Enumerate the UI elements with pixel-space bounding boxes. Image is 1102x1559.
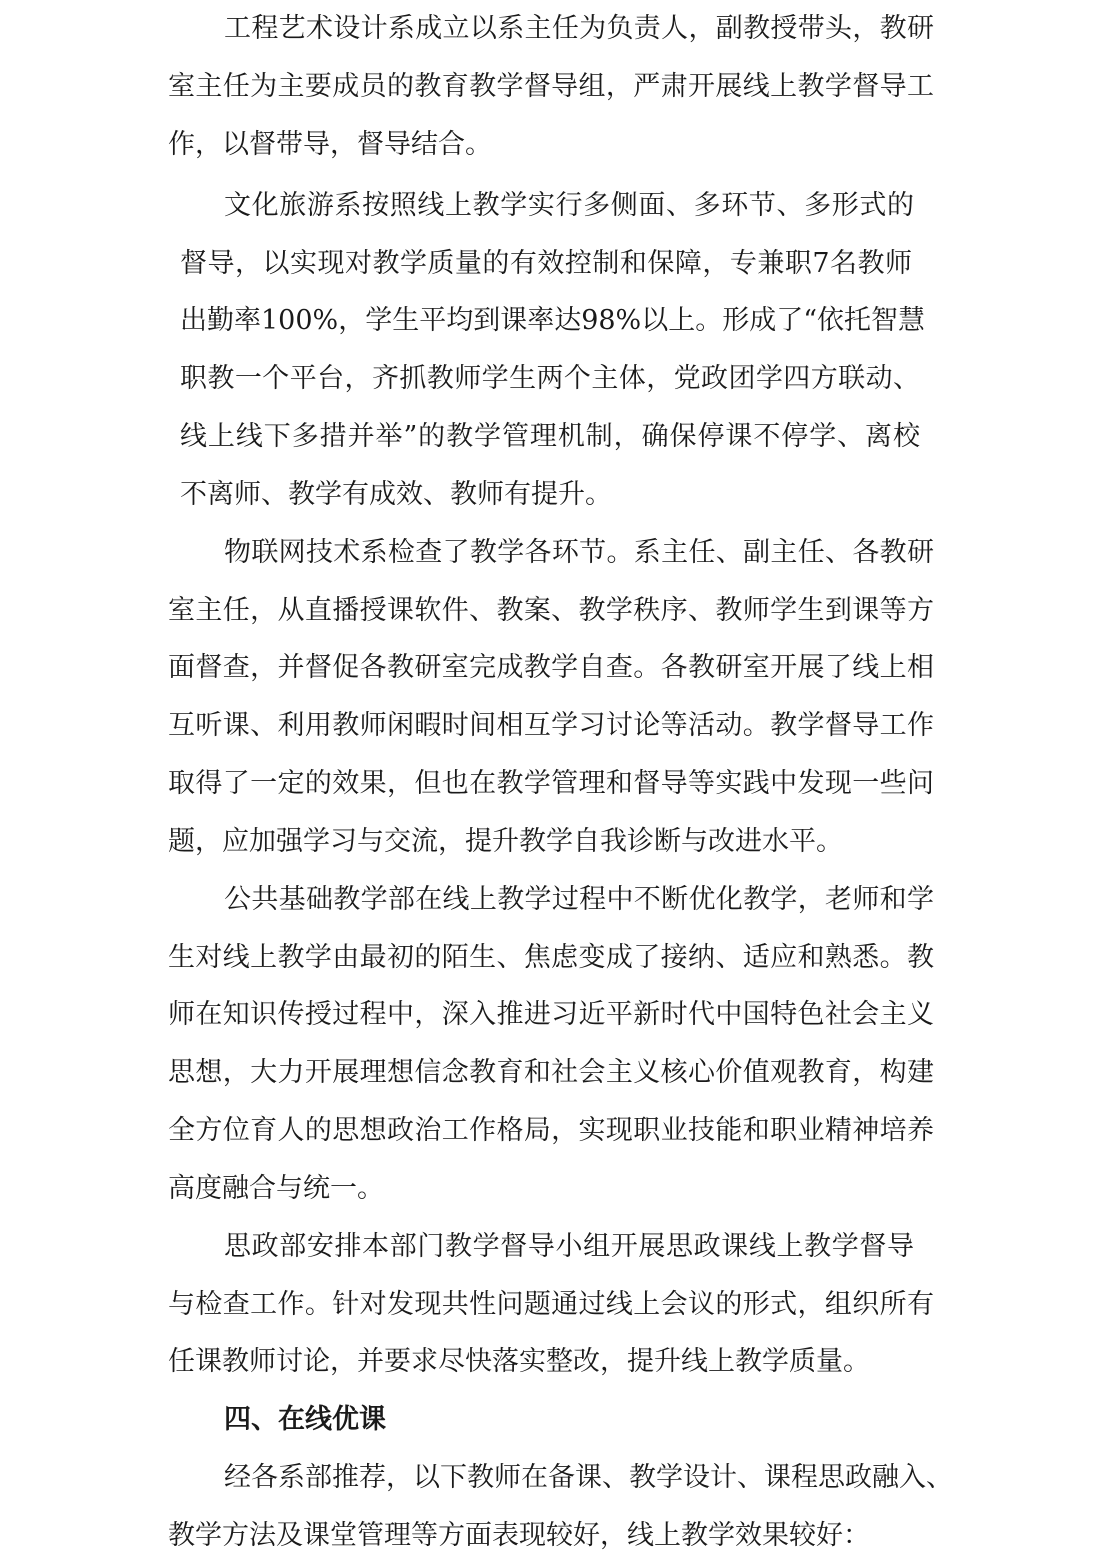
paragraph-1-line-3: 作，以督带导，督导结合。 bbox=[168, 129, 492, 160]
closing-paragraph-line-2: 教学方法及课堂管理等方面表现较好，线上教学效果较好： bbox=[168, 1520, 870, 1551]
paragraph-3-line-5: 取得了一定的效果，但也在教学管理和督导等实践中发现一些问 bbox=[168, 768, 934, 799]
paragraph-2-line-1: 文化旅游系按照线上教学实行多侧面、多环节、多形式的 bbox=[224, 190, 914, 221]
paragraph-3-line-1: 物联网技术系检查了教学各环节。系主任、副主任、各教研 bbox=[224, 537, 934, 568]
paragraph-5-line-3: 任课教师讨论，并要求尽快落实整改，提升线上教学质量。 bbox=[168, 1346, 870, 1377]
paragraph-3-line-6: 题，应加强学习与交流，提升教学自我诊断与改进水平。 bbox=[168, 826, 843, 857]
paragraph-2-line-6: 不离师、教学有成效、教师有提升。 bbox=[180, 479, 612, 510]
paragraph-2-line-3: 出勤率100%，学生平均到课率达98%以上。形成了“依托智慧 bbox=[180, 305, 926, 336]
paragraph-4-line-6: 高度融合与统一。 bbox=[168, 1173, 384, 1204]
paragraph-4-line-5: 全方位育人的思想政治工作格局，实现职业技能和职业精神培养 bbox=[168, 1115, 934, 1146]
paragraph-3-line-3: 面督查，并督促各教研室完成教学自查。各教研室开展了线上相 bbox=[168, 652, 934, 683]
paragraph-4-line-1: 公共基础教学部在线上教学过程中不断优化教学，老师和学 bbox=[224, 884, 934, 915]
paragraph-5-line-1: 思政部安排本部门教学督导小组开展思政课线上教学督导 bbox=[224, 1231, 914, 1262]
closing-paragraph-line-1: 经各系部推荐，以下教师在备课、教学设计、课程思政融入、 bbox=[224, 1462, 953, 1493]
paragraph-2-line-2: 督导，以实现对教学质量的有效控制和保障，专兼职7名教师 bbox=[180, 248, 912, 279]
paragraph-2-line-4: 职教一个平台，齐抓教师学生两个主体，党政团学四方联动、 bbox=[180, 363, 920, 394]
paragraph-1-line-1: 工程艺术设计系成立以系主任为负责人，副教授带头，教研 bbox=[224, 13, 934, 44]
section-heading: 四、在线优课 bbox=[224, 1404, 386, 1435]
paragraph-5-line-2: 与检查工作。针对发现共性问题通过线上会议的形式，组织所有 bbox=[168, 1289, 934, 1320]
paragraph-3-line-2: 室主任，从直播授课软件、教案、教学秩序、教师学生到课等方 bbox=[168, 595, 934, 626]
paragraph-4-line-2: 生对线上教学由最初的陌生、焦虑变成了接纳、适应和熟悉。教 bbox=[168, 942, 934, 973]
paragraph-4-line-4: 思想，大力开展理想信念教育和社会主义核心价值观教育，构建 bbox=[168, 1057, 934, 1088]
paragraph-1-line-2: 室主任为主要成员的教育教学督导组，严肃开展线上教学督导工 bbox=[168, 71, 934, 102]
paragraph-2-line-5: 线上线下多措并举”的教学管理机制，确保停课不停学、离校 bbox=[180, 421, 920, 452]
paragraph-3-line-4: 互听课、利用教师闲暇时间相互学习讨论等活动。教学督导工作 bbox=[168, 710, 934, 741]
paragraph-4-line-3: 师在知识传授过程中，深入推进习近平新时代中国特色社会主义 bbox=[168, 999, 934, 1030]
